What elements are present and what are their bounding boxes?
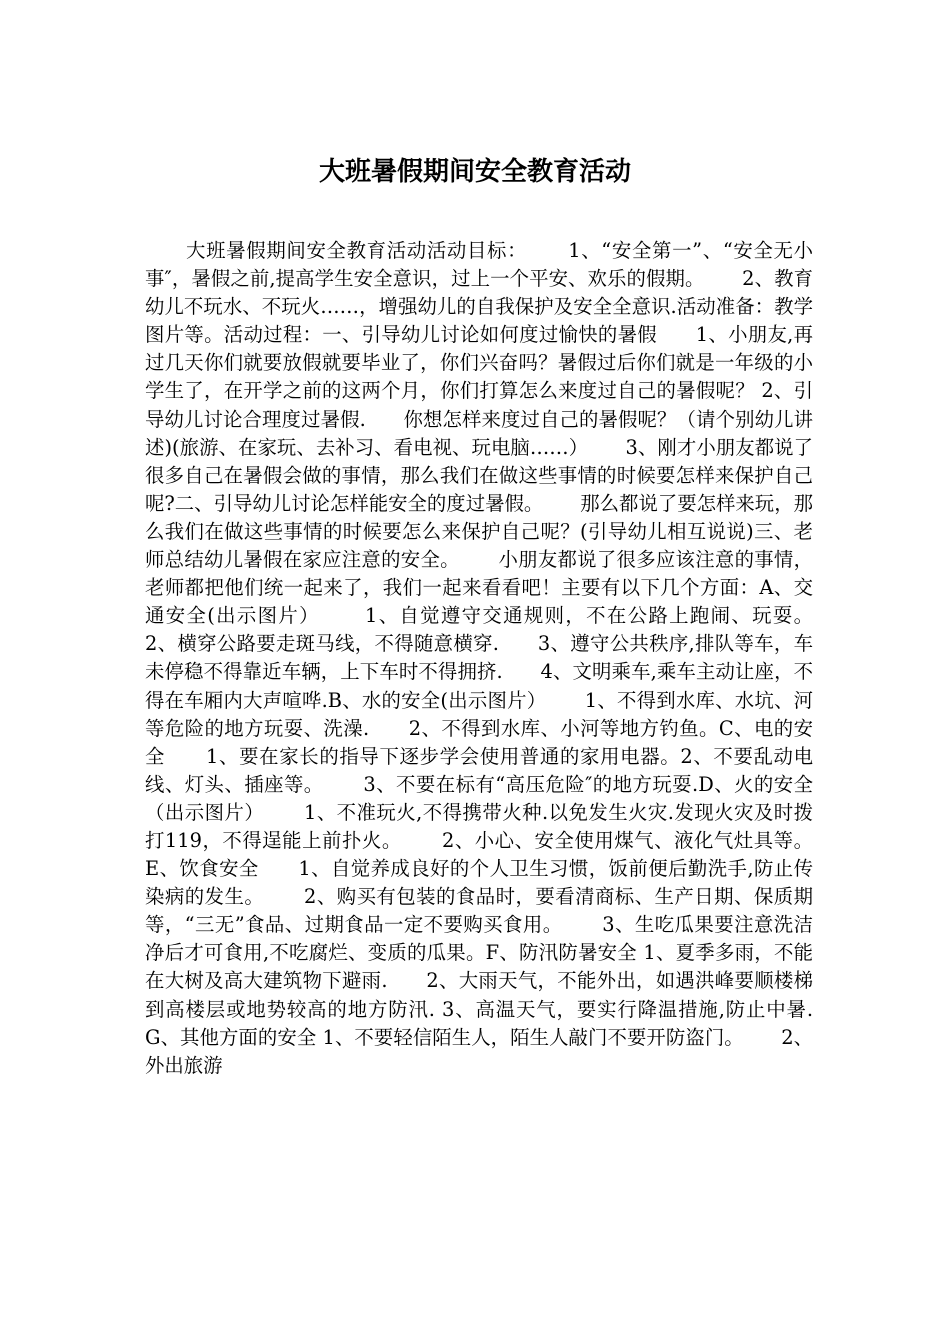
document-title: 大班暑假期间安全教育活动 <box>318 157 631 187</box>
document-body-text: 大班暑假期间安全教育活动活动目标： 1、“安全第一”、“安全无小事″，暑假之前,提高学生安全意识，过上一个平安、欢乐的假期。 2、教育幼儿不玩水、不玩火……，增强幼儿的自我保护及安全全意识.活动准备：教学图片等。活动过程：一、引导幼儿讨论如何度过愉快的暑假 1、小朋友,再过几天你们就要放假就要毕业了，你们兴奋吗？暑假过后你们就是一年级的小学生了，在开学之前的这两个月，你们打算怎么来度过自己的暑假呢？ 2、引导幼儿讨论合理度过暑假. 你想怎样来度过自己的暑假呢？（请个别幼儿讲述)(旅游、在家玩、去补习、看电视、玩电脑……） 3、刚才小朋友都说了很多自己在暑假会做的事情，那么我们在做这些事情的时候要怎样来保护自己呢?二、引导幼儿讨论怎样能安全的度过暑假。 那么都说了要怎样来玩，那么我们在做这些事情的时候要怎么来保护自己呢？(引导幼儿相互说说)三、老师总结幼儿暑假在家应注意的安全。 小朋友都说了很多应该注意的事情，老师都把他们统一起来了，我们一起来看看吧！主要有以下几个方面：A、交通安全(出示图片） 1、自觉遵守交通规则，不在公路上跑闹、玩耍。 2、横穿公路要走斑马线，不得随意横穿. 3、遵守公共秩序,排队等车，车未停稳不得靠近车辆，上下车时不得拥挤. 4、文明乘车,乘车主动让座，不得在车厢内大声喧哗.B、水的安全(出示图片） 1、不得到水库、水坑、河等危险的地方玩耍、洗澡. 2、不得到水库、小河等地方钓鱼。C、电的安全 1、要在家长的指导下逐步学会使用普通的家用电器。2、不要乱动电线、灯头、插座等。 3、不要在标有“高压危险″的地方玩耍.D、火的安全（出示图片） 1、不准玩火,不得携带火种.以免发生火灾.发现火灾及时拨打119，不得逞能上前扑火。 2、小心、安全使用煤气、液化气灶具等。E、饮食安全 1、自觉养成良好的个人卫生习惯，饭前便后勤洗手,防止传染病的发生。 2、购买有包装的食品时，要看清商标、生产日期、保质期等，“三无”食品、过期食品一定不要购买食用。 3、生吃瓜果要注意洗洁净后才可食用,不吃腐烂、变质的瓜果。F、防汛防暑安全 1、夏季多雨，不能在大树及高大建筑物下避雨. 2、大雨天气，不能外出，如遇洪峰要顺楼梯到高楼层或地势较高的地方防汛. 3、高温天气，要实行降温措施,防止中暑.G、其他方面的安全 1、不要轻信陌生人，陌生人敲门不要开防盗门。 2、外出旅游 <box>145 239 850 1077</box>
